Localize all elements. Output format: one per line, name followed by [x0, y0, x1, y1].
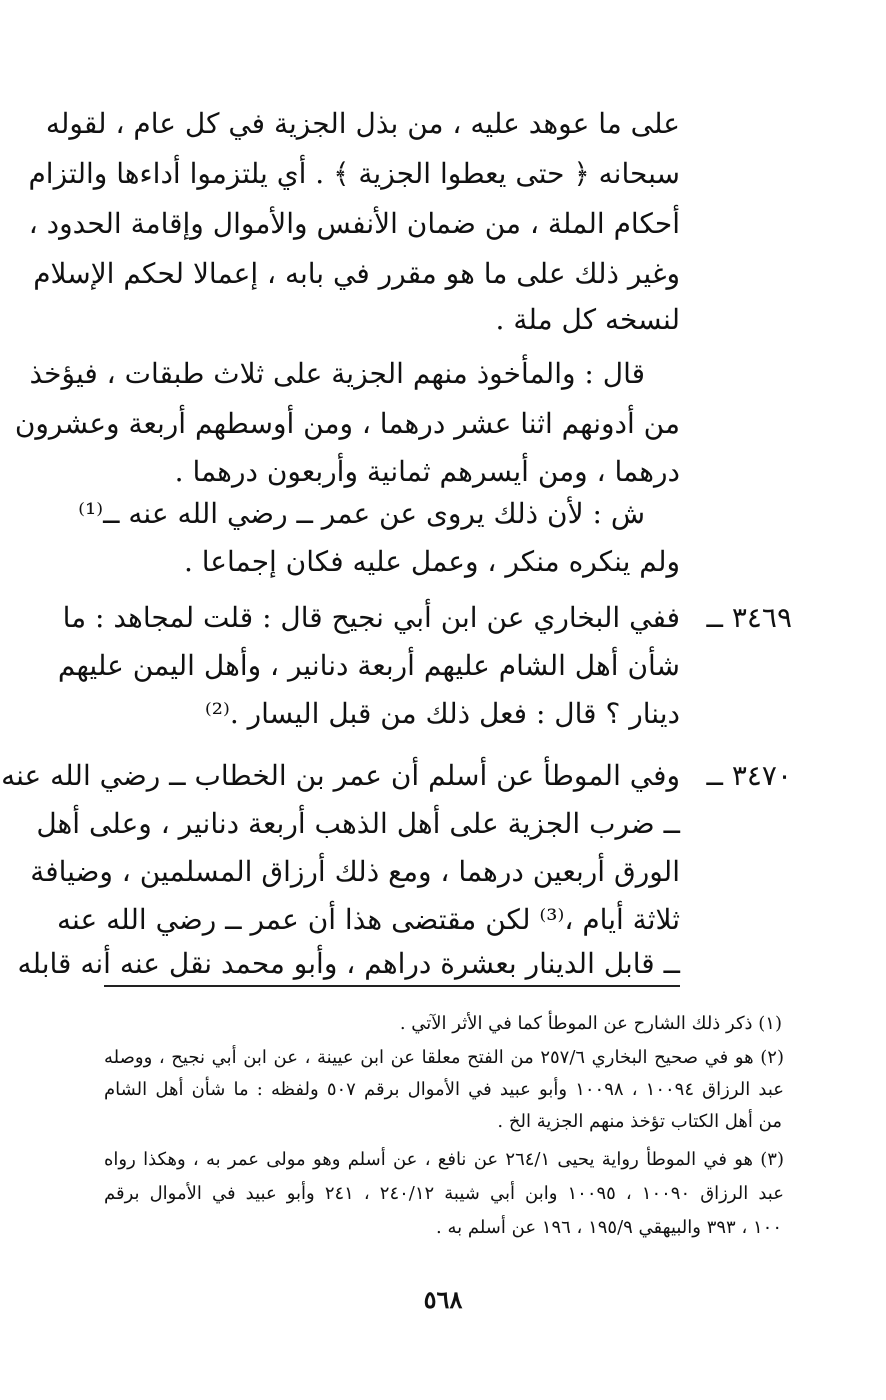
body-line: لنسخه كل ملة .	[495, 303, 680, 336]
item-number: ٣٤٧٠ ــ	[706, 759, 792, 792]
body-line: دينار ؟ قال : فعل ذلك من قبل اليسار .⁽²⁾	[204, 697, 680, 730]
body-line: من أدونهم اثنا عشر درهما ، ومن أوسطهم أربعة وعشرون	[14, 407, 680, 440]
footnote-line: (٢) هو في صحيح البخاري ٢٥٧/٦ من الفتح معلقا عن ابن عيينة ، عن ابن أبي نجيح ، ووصله	[104, 1047, 784, 1068]
body-line: على ما عوهد عليه ، من بذل الجزية في كل عام ، لقوله	[45, 107, 680, 140]
page-number: ٥٦٨	[423, 1285, 463, 1314]
footnote-line: عبد الرزاق ١٠٠٩٤ ، ١٠٠٩٨ وأبو عبيد في الأموال برقم ٥٠٧ ولفظه : ما شأن أهل الشام	[104, 1079, 784, 1100]
body-line: شأن أهل الشام عليهم أربعة دنانير ، وأهل اليمن عليهم	[57, 649, 680, 682]
body-line: ش : لأن ذلك يروى عن عمر ــ رضي الله عنه ــ⁽¹⁾	[78, 497, 645, 530]
body-line: ففي البخاري عن ابن أبي نجيح قال : قلت لمجاهد : ما	[62, 601, 680, 634]
body-line: قال : والمأخوذ منهم الجزية على ثلاث طبقات ، فيؤخذ	[29, 357, 645, 390]
item-number: ٣٤٦٩ ــ	[706, 601, 792, 634]
body-line: سبحانه ﴿ حتى يعطوا الجزية ﴾ . أي يلتزموا أداءها والتزام	[28, 157, 680, 190]
footnote-line: (١) ذكر ذلك الشارح عن الموطأ كما في الأثر الآتي .	[399, 1013, 782, 1034]
body-line: وغير ذلك على ما هو مقرر في بابه ، إعمالا لحكم الإسلام	[33, 257, 680, 290]
body-line: ــ ضرب الجزية على أهل الذهب أربعة دنانير ، وعلى أهل	[36, 807, 680, 840]
body-line: ولم ينكره منكر ، وعمل عليه فكان إجماعا .	[183, 545, 680, 578]
body-line: وفي الموطأ عن أسلم أن عمر بن الخطاب ــ رضي الله عنه	[1, 759, 680, 792]
footnote-line: ١٠٠ ، ٣٩٣ والبيهقي ١٩٥/٩ ، ١٩٦ عن أسلم به .	[436, 1217, 782, 1238]
body-line: درهما ، ومن أيسرهم ثمانية وأربعون درهما .	[174, 455, 680, 488]
body-line: ــ قابل الدينار بعشرة دراهم ، وأبو محمد نقل عنه أنه قابله	[17, 947, 680, 980]
body-line: ثلاثة أيام ،⁽³⁾ لكن مقتضى هذا أن عمر ــ رضي الله عنه	[57, 903, 680, 936]
footnote-line: من أهل الكتاب تؤخذ منهم الجزية الخ .	[497, 1111, 782, 1132]
footnote-separator	[104, 985, 680, 987]
footnote-line: عبد الرزاق ١٠٠٩٠ ، ١٠٠٩٥ وابن أبي شيبة ٢٤٠/١٢ ، ٢٤١ وأبو عبيد في الأموال برقم	[104, 1183, 784, 1204]
body-line: أحكام الملة ، من ضمان الأنفس والأموال وإقامة الحدود ،	[28, 207, 680, 240]
body-line: الورق أربعين درهما ، ومع ذلك أرزاق المسلمين ، وضيافة	[30, 855, 680, 888]
footnote-line: (٣) هو في الموطأ رواية يحيى ٢٦٤/١ عن نافع ، عن أسلم وهو مولى عمر به ، وهكذا رواه	[104, 1149, 784, 1170]
